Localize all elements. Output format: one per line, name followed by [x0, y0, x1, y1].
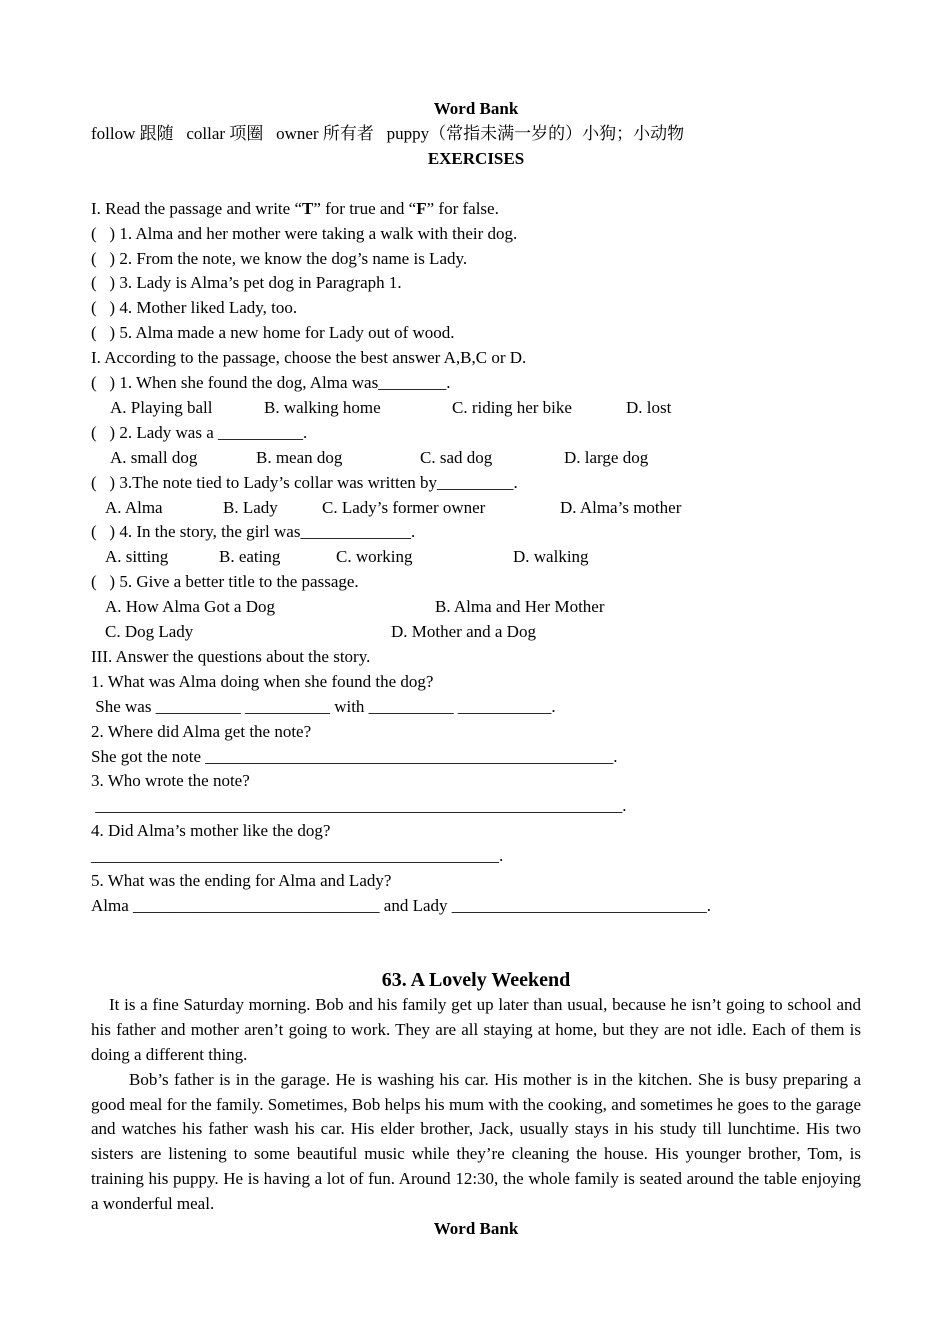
mc-option: B. mean dog: [256, 447, 343, 467]
mc-option: D. walking: [513, 547, 589, 567]
mc-option: A. sitting: [105, 547, 169, 567]
mc-question: ( ) 3.The note tied to Lady’s collar was written by_________.: [91, 472, 518, 492]
mc-option: A. small dog: [110, 447, 198, 467]
mc-question: ( ) 2. Lady was a __________.: [91, 422, 308, 442]
mc-question: ( ) 4. In the story, the girl was_____________.: [91, 522, 416, 542]
worksheet-page: [91, 97, 861, 1242]
mc-options: [91, 496, 861, 521]
mc-option: B. walking home: [264, 397, 381, 417]
mc-option: B. Alma and Her Mother: [435, 597, 605, 617]
mc-option: D. large dog: [564, 447, 649, 467]
sa-question: 5. What was the ending for Alma and Lady?: [91, 871, 392, 891]
mc-option: C. sad dog: [420, 447, 493, 467]
mc-option: D. lost: [626, 397, 672, 417]
mc-option: C. riding her bike: [452, 397, 572, 417]
mc-question: ( ) 5. Give a better title to the passage.: [91, 572, 359, 592]
mc-option: B. Lady: [223, 497, 278, 517]
sa-question: 2. Where did Alma get the note?: [91, 721, 312, 741]
mc-options: [91, 545, 861, 570]
tf-item: ( ) 5. Alma made a new home for Lady out of wood.: [91, 323, 455, 343]
mc-option: A. How Alma Got a Dog: [105, 597, 275, 617]
sa-answer-line: She got the note ________________________________________________.: [91, 746, 618, 766]
mc-option: A. Alma: [105, 497, 163, 517]
tf-item: ( ) 1. Alma and her mother were taking a walk with their dog.: [91, 223, 518, 243]
mc-options: [91, 620, 861, 645]
story-word-bank-title: Word Bank: [433, 1219, 519, 1239]
sa-answer-line: Alma _____________________________ and Lady ______________________________.: [91, 896, 711, 915]
sa-question: 4. Did Alma’s mother like the dog?: [91, 821, 331, 841]
mc-options: [91, 396, 861, 421]
story-paragraph-2: Bob’s father is in the garage. He is washing his car. His mother is in the kitchen. She is busy preparing a good meal for the family. Sometimes, Bob helps his mum with the cooking, and sometimes he goes to the garage and watches his father wash his car. His elder brother, Jack, usually stays in his study till lunchtime. His two sisters are listening to some beautiful music while they’re cleaning the house. His younger brother, Tom, is training his puppy. He is having a lot of fun. Around 12:30, the whole family is seated around the table enjoying a wonderful meal.: [91, 1069, 861, 1214]
tf-item: ( ) 4. Mother liked Lady, too.: [91, 298, 298, 318]
exercises-title: EXERCISES: [427, 148, 525, 168]
word-bank-line: follow 跟随 collar 项圈 owner 所有者 puppy（常指未满一岁的）小狗；小动物: [91, 123, 685, 143]
tf-item: ( ) 2. From the note, we know the dog’s name is Lady.: [91, 248, 468, 268]
part1-heading: I. Read the passage and write “T” for true and “F” for false.: [91, 198, 499, 218]
story-paragraph-1: It is a fine Saturday morning. Bob and his family get up later than usual, because he isn’t going to school and his father and mother aren’t going to work. They are all staying at home, but they are not idle. Each of them is doing a different thing.: [91, 994, 861, 1064]
part3-heading: III. Answer the questions about the story.: [91, 646, 371, 666]
sa-answer-line: ______________________________________________________________.: [91, 796, 627, 816]
mc-option: A. Playing ball: [110, 397, 213, 417]
sa-question: 1. What was Alma doing when she found the dog?: [91, 671, 434, 691]
story-title: 63. A Lovely Weekend: [381, 968, 571, 991]
sa-answer-line: She was __________ __________ with __________ ___________.: [91, 696, 556, 716]
mc-option: D. Alma’s mother: [560, 497, 682, 517]
mc-option: C. working: [336, 547, 413, 567]
mc-options: [91, 446, 861, 471]
mc-option: C. Dog Lady: [105, 622, 194, 642]
mc-option: D. Mother and a Dog: [391, 622, 536, 642]
sa-answer-line: ________________________________________________.: [91, 846, 504, 866]
tf-item: ( ) 3. Lady is Alma’s pet dog in Paragraph 1.: [91, 273, 402, 293]
mc-options: [91, 595, 861, 620]
mc-question: ( ) 1. When she found the dog, Alma was________.: [91, 373, 451, 393]
sa-question: 3. Who wrote the note?: [91, 771, 250, 791]
mc-option: C. Lady’s former owner: [322, 497, 486, 517]
word-bank-title: Word Bank: [433, 99, 519, 118]
mc-option: B. eating: [219, 547, 281, 567]
part2-heading: I. According to the passage, choose the best answer A,B,C or D.: [91, 348, 527, 368]
